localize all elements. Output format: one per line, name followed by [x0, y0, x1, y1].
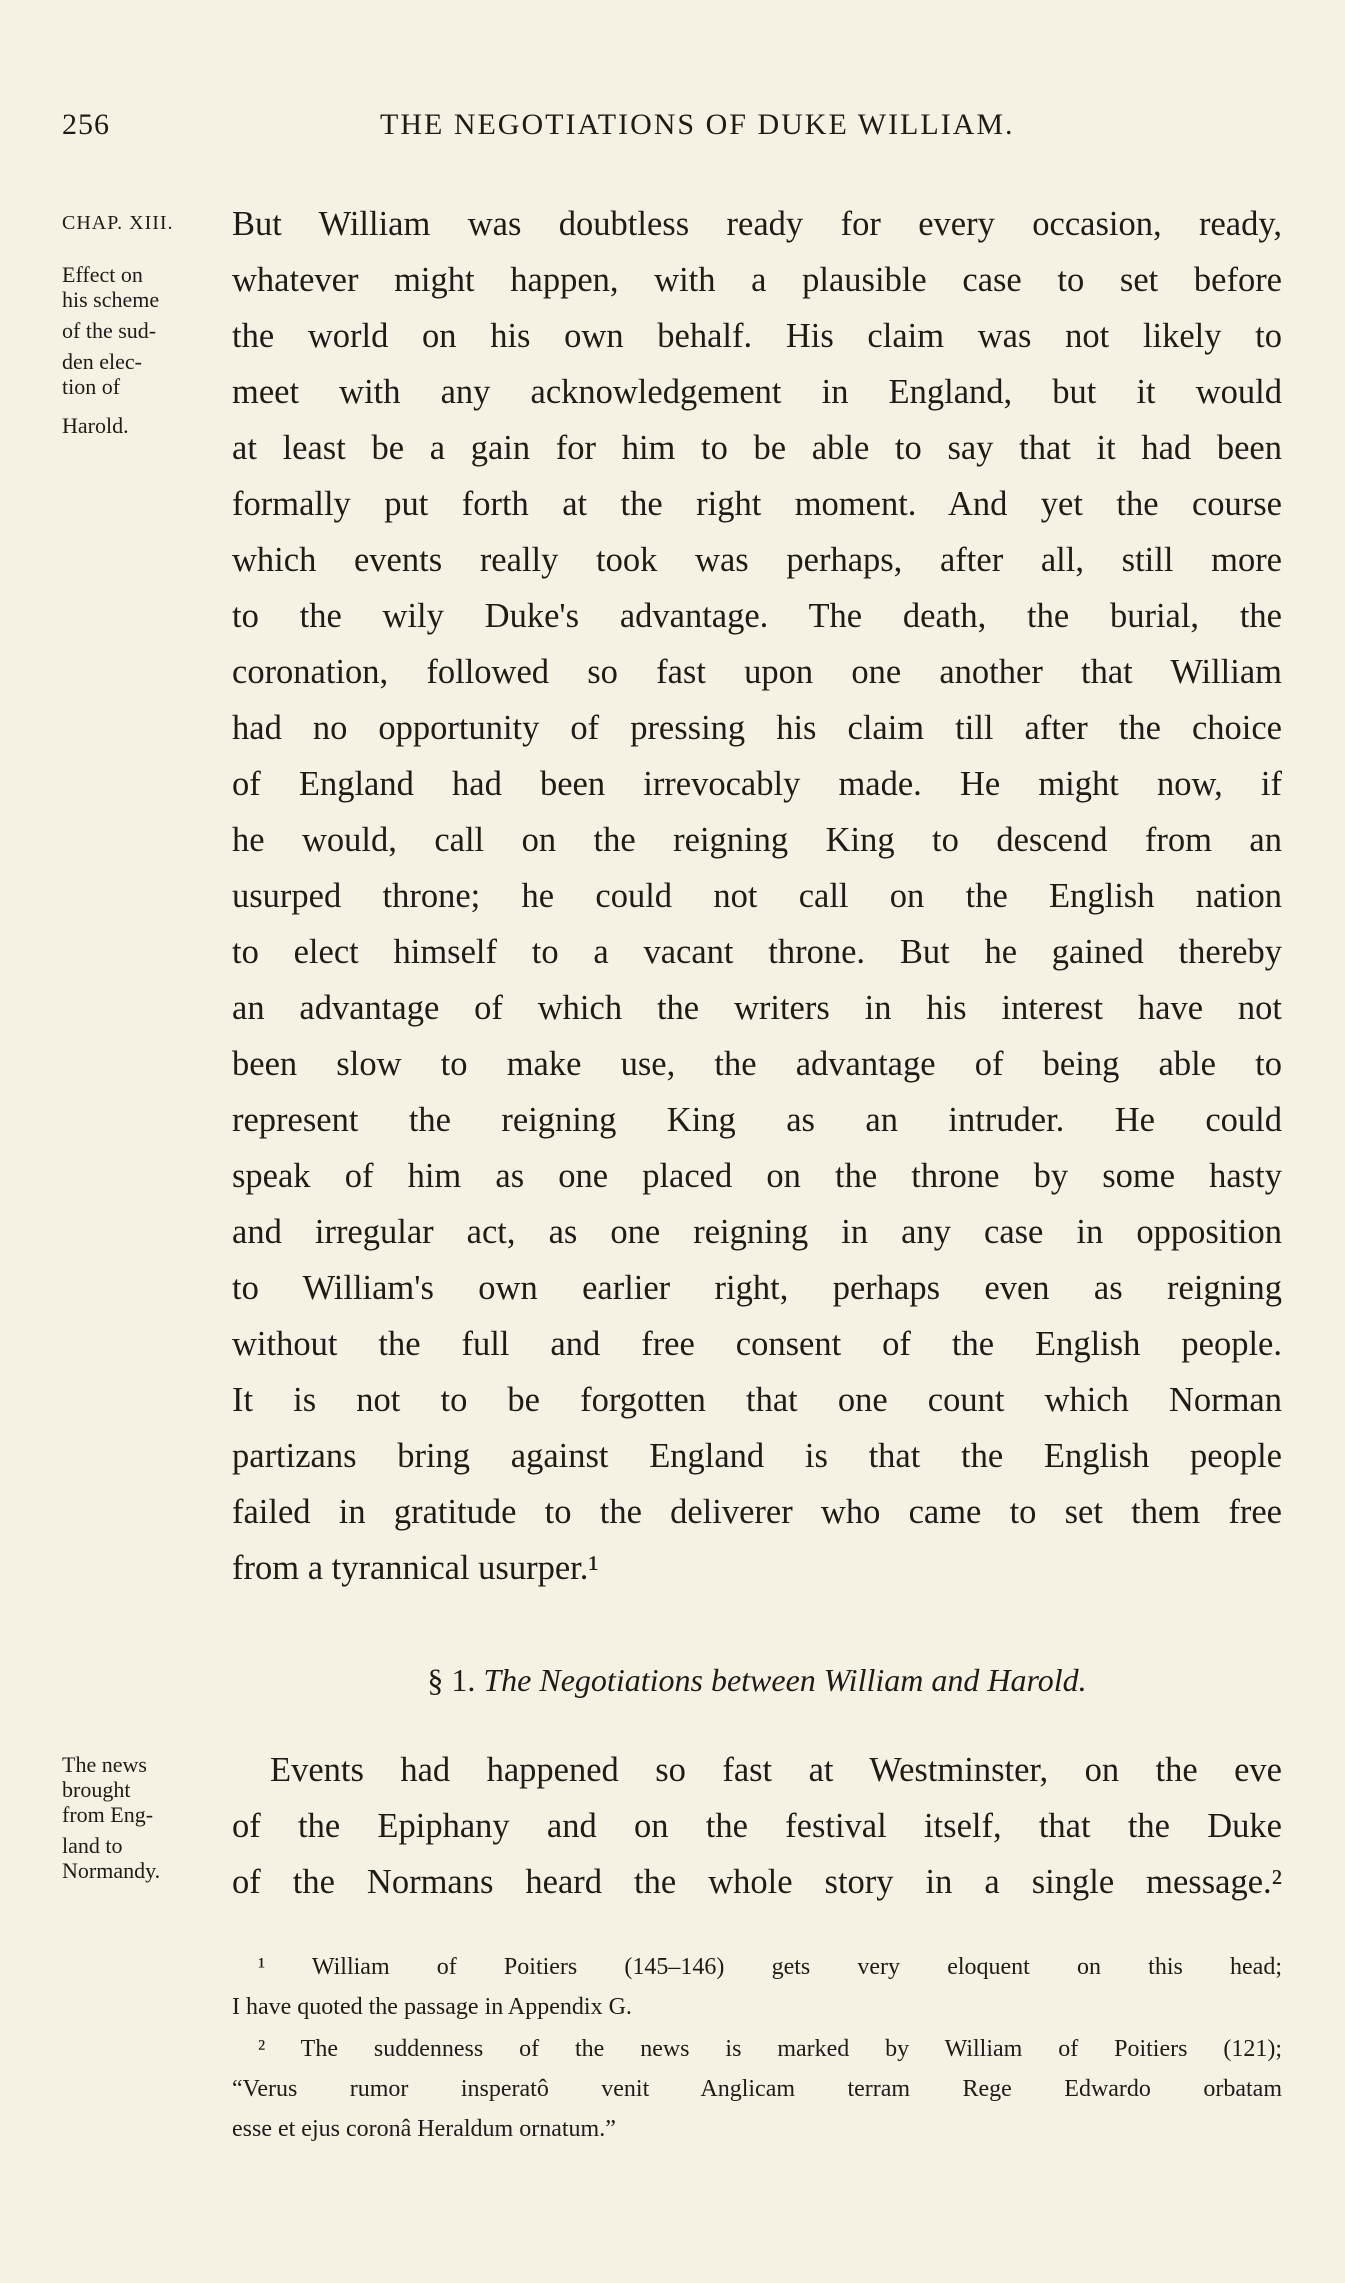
- body-line: Events had happened so fast at Westminster, on the eve: [270, 1751, 1282, 1789]
- margin-note-effect: [62, 262, 159, 438]
- running-head: [62, 108, 1280, 148]
- body-line: of the Normans heard the whole story in a single message.²: [232, 1863, 1282, 1901]
- body-line: failed in gratitude to the deliverer who came to set them free: [232, 1493, 1282, 1531]
- body-line: he would, call on the reigning King to descend from an: [232, 821, 1282, 859]
- body-line: partizans bring against England is that the English people: [232, 1437, 1282, 1475]
- body-line: usurped throne; he could not call on the English nation: [232, 877, 1282, 915]
- body-line: and irregular act, as one reigning in any case in opposition: [232, 1213, 1282, 1251]
- margin-note-line: Effect on: [62, 262, 143, 287]
- margin-note-line: brought: [62, 1777, 131, 1802]
- body-line: formally put forth at the right moment. And yet the course: [232, 485, 1282, 523]
- body-line: the world on his own behalf. His claim was not likely to: [232, 317, 1282, 355]
- margin-note-line: his scheme: [62, 287, 160, 312]
- footnote-line: esse et ejus coronâ Heraldum ornatum.”: [232, 2116, 616, 2142]
- body-line: It is not to be forgotten that one count which Norman: [232, 1381, 1282, 1419]
- body-line: of the Epiphany and on the festival itself, that the Duke: [232, 1807, 1282, 1845]
- body-line: speak of him as one placed on the throne by some hasty: [232, 1157, 1282, 1195]
- margin-note-line: Normandy.: [62, 1858, 161, 1883]
- margin-note-line: from Eng-: [62, 1802, 154, 1827]
- body-line: represent the reigning King as an intruder. He could: [232, 1101, 1282, 1139]
- body-line: of England had been irrevocably made. He might now, if: [232, 765, 1282, 803]
- body-line: from a tyrannical usurper.¹: [232, 1549, 599, 1587]
- body-line: coronation, followed so fast upon one another that William: [232, 653, 1282, 691]
- margin-note-news: [62, 1752, 160, 1883]
- body-line: which events really took was perhaps, after all, still more: [232, 541, 1282, 579]
- section-title: The Negotiations between William and Harold.: [483, 1662, 1087, 1698]
- body-line: But William was doubtless ready for every occasion, ready,: [232, 205, 1282, 243]
- section-heading: [232, 1662, 1282, 1699]
- running-title: THE NEGOTIATIONS OF DUKE WILLIAM.: [380, 108, 1015, 141]
- body-line: to the wily Duke's advantage. The death, the burial, the: [232, 597, 1282, 635]
- body-line: been slow to make use, the advantage of being able to: [232, 1045, 1282, 1083]
- page-number: 256: [62, 108, 110, 141]
- footnote-line: ² The suddenness of the news is marked by William of Poitiers (121);: [258, 2036, 1282, 2062]
- body-line: an advantage of which the writers in his interest have not: [232, 989, 1282, 1027]
- chapter-label: CHAP. XIII.: [62, 212, 174, 234]
- body-line: had no opportunity of pressing his claim till after the choice: [232, 709, 1282, 747]
- body-line: to elect himself to a vacant throne. But he gained thereby: [232, 933, 1282, 971]
- body-line: at least be a gain for him to be able to say that it had been: [232, 429, 1282, 467]
- margin-note-line: tion of: [62, 374, 121, 399]
- footnote-line: I have quoted the passage in Appendix G.: [232, 1994, 632, 2020]
- margin-note-line: The news: [62, 1752, 147, 1777]
- body-line: meet with any acknowledgement in England, but it would: [232, 373, 1282, 411]
- margin-note-line: den elec-: [62, 349, 142, 374]
- footnote-line: ¹ William of Poitiers (145–146) gets very eloquent on this head;: [258, 1954, 1282, 1980]
- margin-note-line: Harold.: [62, 413, 129, 438]
- section-number: § 1.: [427, 1662, 476, 1698]
- body-line: without the full and free consent of the English people.: [232, 1325, 1282, 1363]
- body-line: to William's own earlier right, perhaps even as reigning: [232, 1269, 1282, 1307]
- margin-note-line: of the sud-: [62, 318, 157, 343]
- body-line: whatever might happen, with a plausible case to set before: [232, 261, 1282, 299]
- footnote-line: “Verus rumor insperatô venit Anglicam terram Rege Edwardo orbatam: [232, 2076, 1282, 2102]
- margin-note-line: land to: [62, 1833, 123, 1858]
